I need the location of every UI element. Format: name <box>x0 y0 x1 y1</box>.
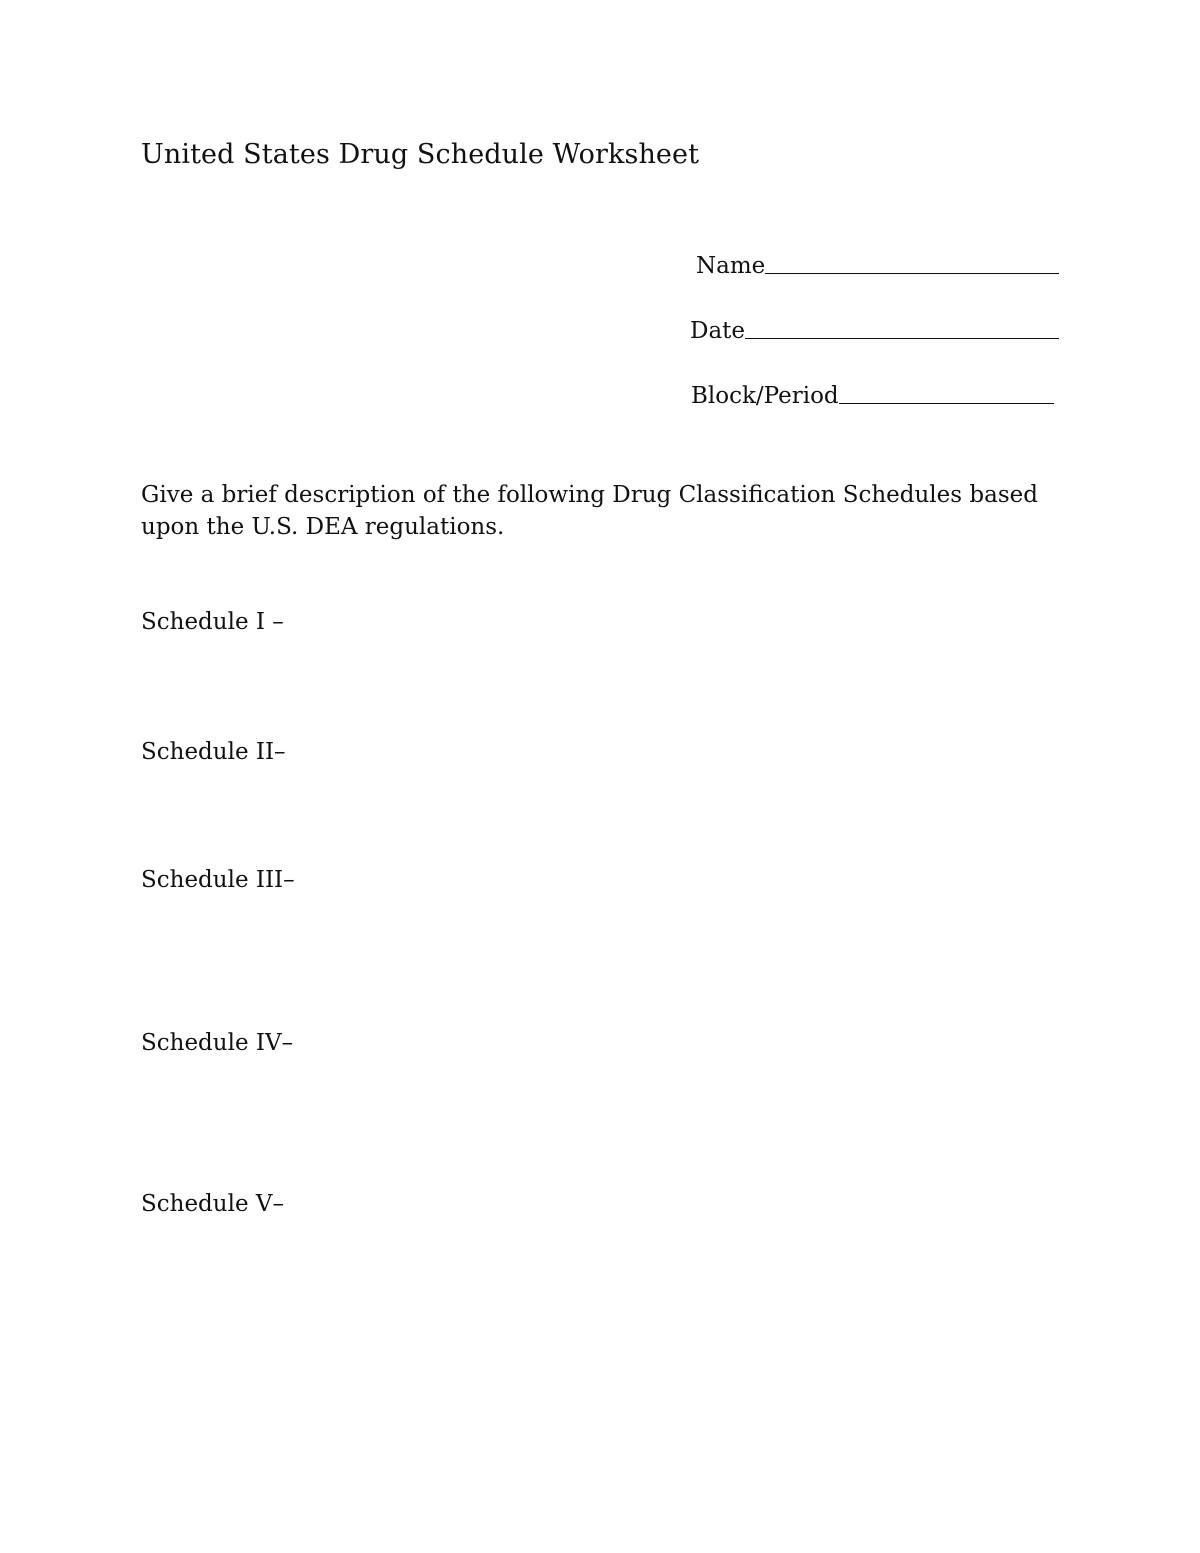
date-label: Date <box>690 318 746 344</box>
name-field[interactable] <box>696 253 1059 279</box>
date-blank-line[interactable] <box>745 337 1059 339</box>
date-field[interactable] <box>690 318 1059 344</box>
schedule-4-answer-area[interactable] <box>141 1066 1059 1186</box>
schedule-4-label: Schedule IV– <box>141 1030 294 1056</box>
instructions-text: Give a brief description of the following Drug Classification Schedules based upon the U.S. DEA regulations. <box>141 482 1038 540</box>
name-label: Name <box>696 253 766 279</box>
page-title: United States Drug Schedule Worksheet <box>141 139 700 170</box>
block-period-field[interactable] <box>691 383 1054 409</box>
schedule-5-label: Schedule V– <box>141 1191 284 1217</box>
block-period-label: Block/Period <box>691 383 839 409</box>
name-blank-line[interactable] <box>765 272 1059 274</box>
schedule-2-label: Schedule II– <box>141 739 286 765</box>
schedule-3-answer-area[interactable] <box>141 903 1059 1023</box>
block-period-blank-line[interactable] <box>839 402 1054 404</box>
schedule-5-answer-area[interactable] <box>141 1227 1059 1427</box>
schedule-1-answer-area[interactable] <box>141 645 1059 735</box>
schedule-1-label: Schedule I – <box>141 609 284 635</box>
schedule-3-label: Schedule III– <box>141 867 295 893</box>
schedule-2-answer-area[interactable] <box>141 775 1059 865</box>
